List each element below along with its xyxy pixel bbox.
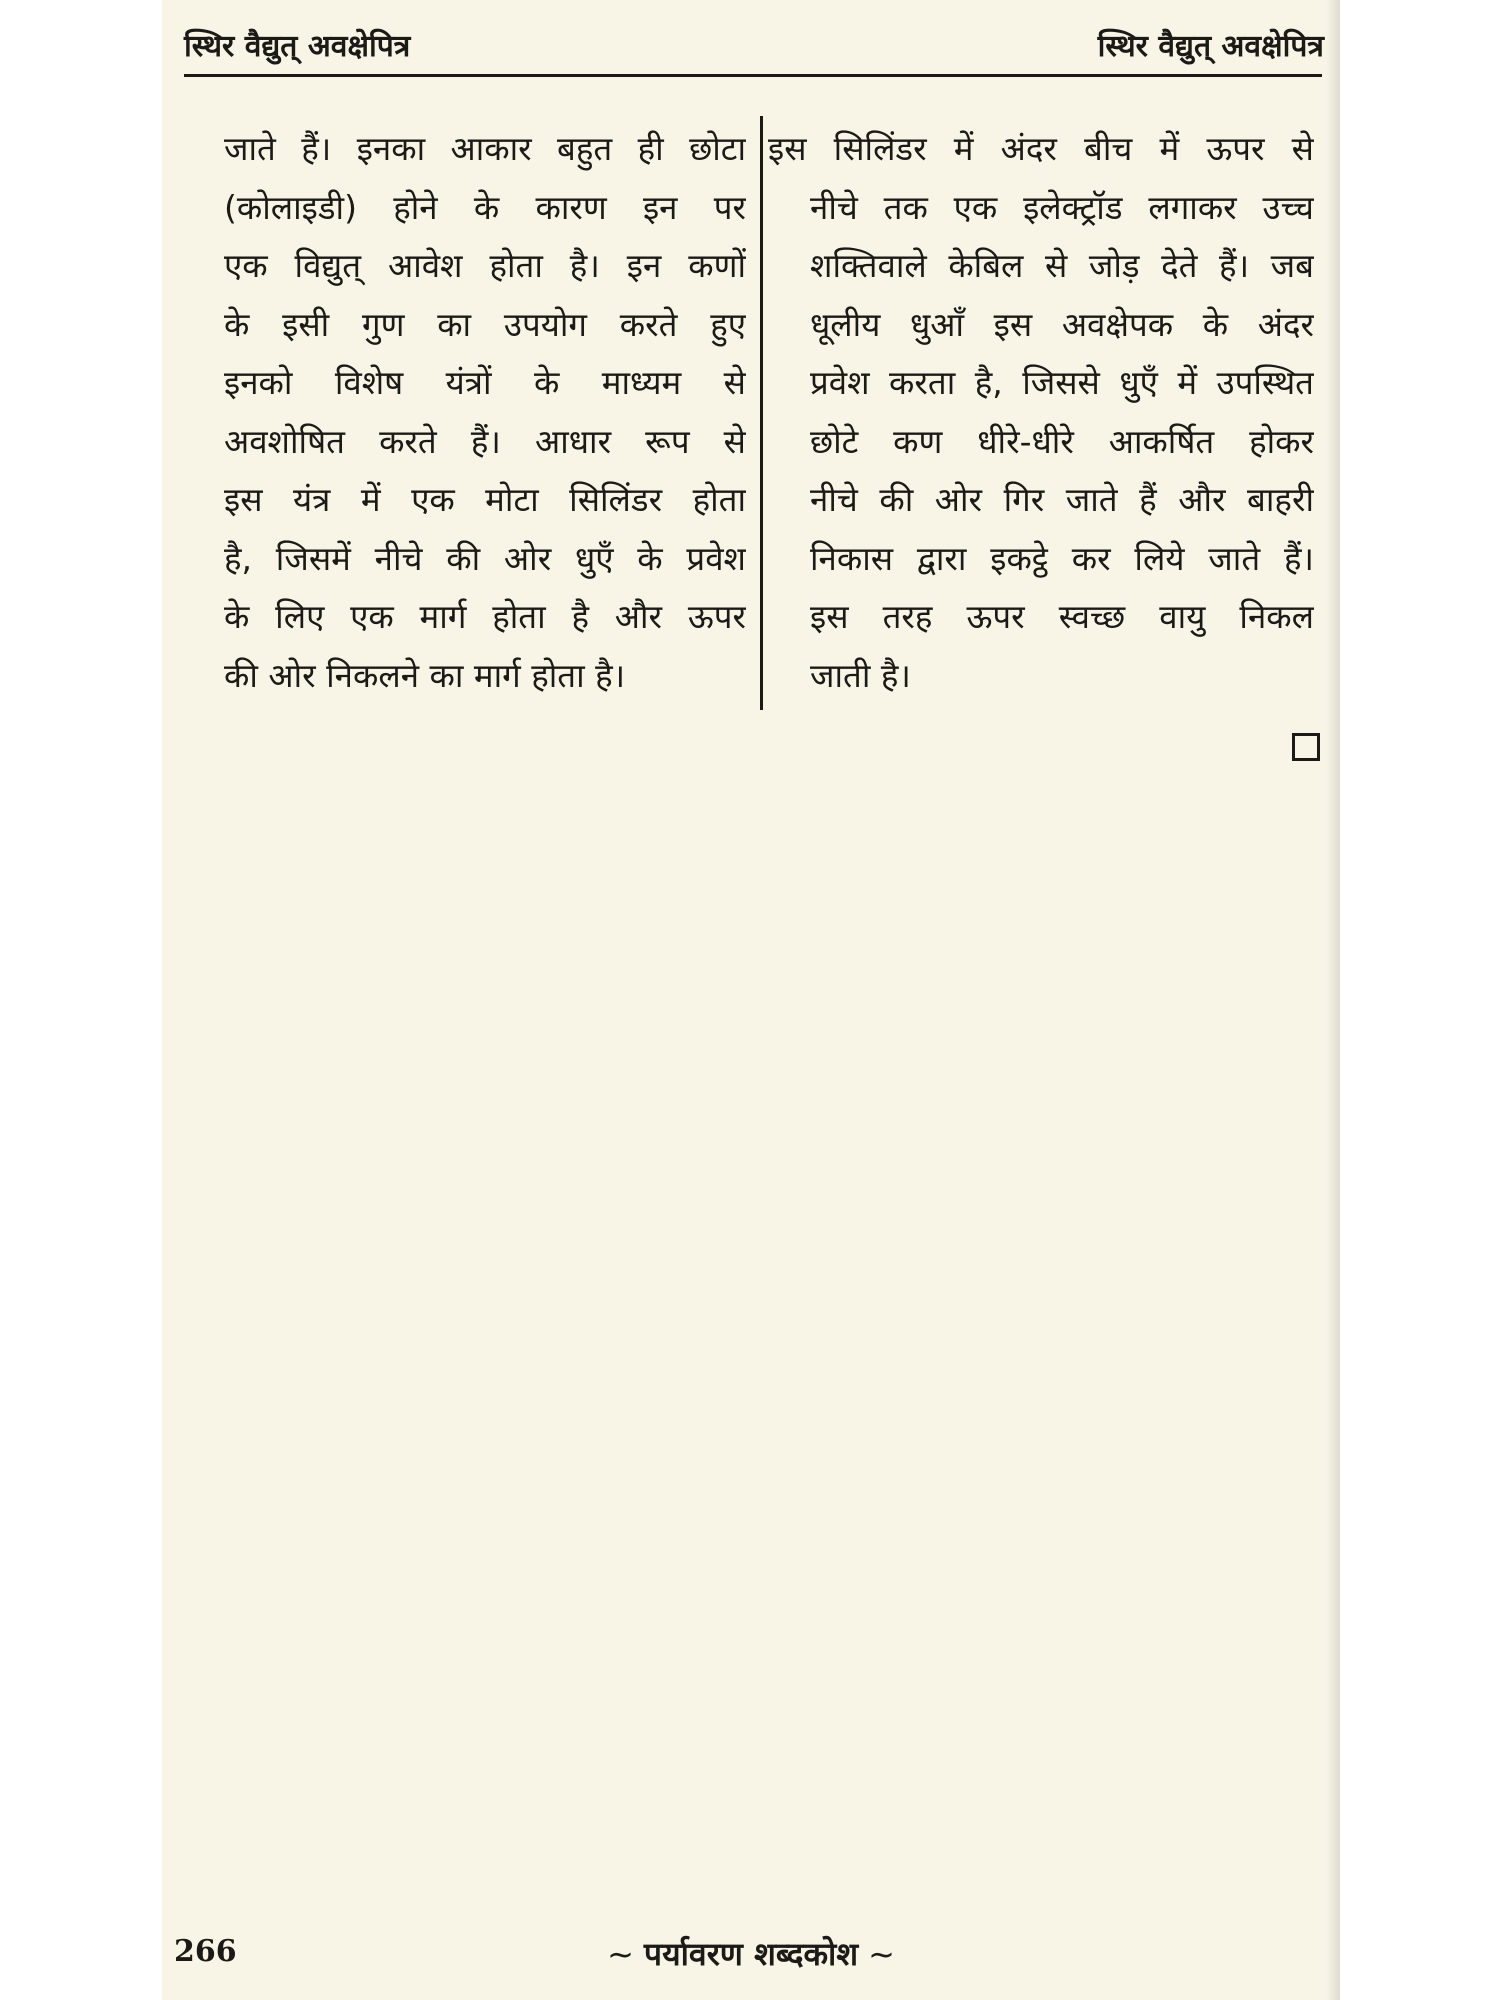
text-line: की ओर निकलने का मार्ग होता है।: [224, 655, 626, 695]
book-title: पर्यावरण शब्दकोश: [643, 1935, 859, 1973]
footer-book-title: [162, 1932, 1340, 1975]
text-line: है, जिसमें नीचे की ओर धुएँ के प्रवेश: [224, 538, 746, 578]
text-line: इस तरह ऊपर स्वच्छ वायु निकल: [810, 597, 1314, 636]
left-text-column: [224, 120, 746, 705]
text-line: इनको विशेष यंत्रों के माध्यम से: [224, 363, 746, 402]
text-line: छोटे कण धीरे-धीरे आकर्षित होकर: [810, 421, 1314, 461]
running-head-right: स्थिर वैद्युत् अवक्षेपित्र: [1097, 29, 1324, 64]
text-line: इस सिलिंडर में अंदर बीच में ऊपर से: [768, 129, 1314, 168]
end-of-article-square-icon: [1292, 733, 1320, 761]
text-line: धूलीय धुआँ इस अवक्षेपक के अंदर: [810, 304, 1314, 344]
text-line: के इसी गुण का उपयोग करते हुए: [224, 304, 746, 344]
text-line: जाती है।: [810, 655, 911, 695]
right-text-column: [768, 120, 1314, 705]
text-line: प्रवेश करता है, जिससे धुएँ में उपस्थित: [810, 363, 1314, 402]
text-line: अवशोषित करते हैं। आधार रूप से: [224, 421, 746, 461]
text-line: नीचे की ओर गिर जाते हैं और बाहरी: [810, 480, 1314, 519]
text-line: निकास द्वारा इकट्ठे कर लिये जाते हैं।: [810, 538, 1314, 578]
text-line: (कोलाइडी) होने के कारण इन पर: [224, 187, 746, 227]
running-head-left: स्थिर वैद्युत् अवक्षेपित्र: [184, 29, 411, 64]
text-line: इस यंत्र में एक मोटा सिलिंडर होता: [224, 480, 746, 519]
text-line: जाते हैं। इनका आकार बहुत ही छोटा: [224, 129, 746, 168]
column-divider: [760, 116, 763, 710]
header-rule: [184, 74, 1322, 77]
page-number: 266: [174, 1934, 237, 1969]
book-page: [162, 0, 1340, 2000]
tilde-ornament-icon: ~: [868, 1935, 895, 1973]
page-edge-shadow: [1326, 0, 1340, 2000]
tilde-ornament-icon: ~: [607, 1935, 634, 1973]
text-line: नीचे तक एक इलेक्ट्रॉड लगाकर उच्च: [810, 187, 1314, 227]
text-line: शक्तिवाले केबिल से जोड़ देते हैं। जब: [810, 246, 1314, 285]
text-line: एक विद्युत् आवेश होता है। इन कणों: [224, 246, 746, 285]
text-line: के लिए एक मार्ग होता है और ऊपर: [224, 597, 746, 636]
